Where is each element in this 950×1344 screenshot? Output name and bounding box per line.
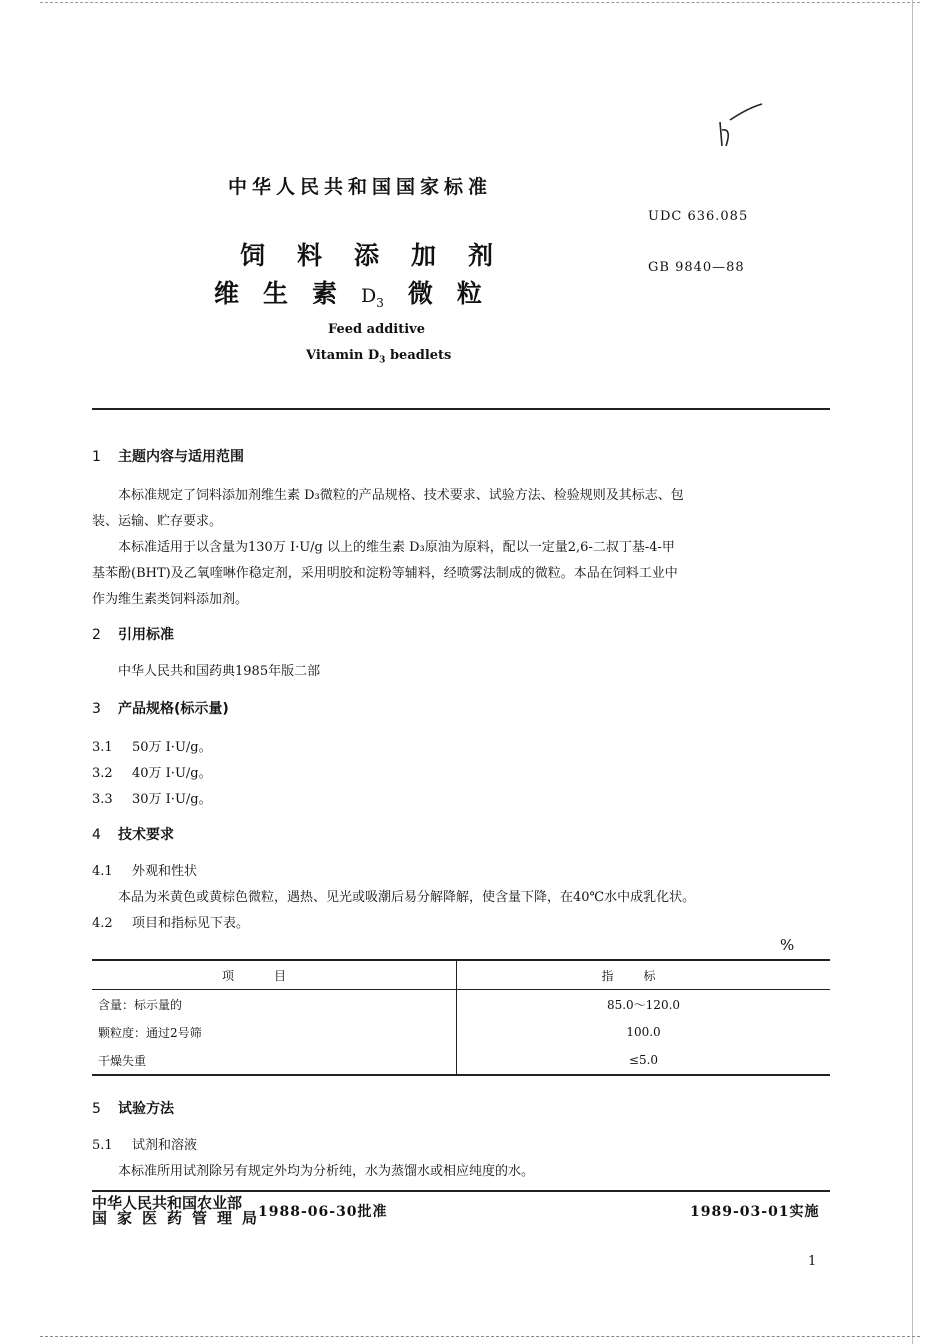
spec-item: 3.1 50万 I·U/g。 <box>92 740 212 755</box>
table-cell-value: ≤5.0 <box>457 1046 831 1075</box>
table-cell-value: 85.0～120.0 <box>606 997 681 1012</box>
section-5-1-heading: 5.1 试剂和溶液 <box>92 1138 198 1153</box>
section-2-para: 中华人民共和国药典1985年版二部 <box>118 664 321 679</box>
title-en-line1: Feed additive <box>328 322 425 337</box>
section-5-1-text: 本标准所用试剂除另有规定外均为分析纯，水为蒸馏水或相应纯度的水。 <box>118 1164 535 1179</box>
table-row <box>92 990 830 1019</box>
section-1-heading: 1 主题内容与适用范围 <box>92 449 244 465</box>
title-cn-line2: 维生素$D_3$ 微粒 <box>214 279 506 310</box>
scan-edge-top <box>40 2 920 3</box>
d3-label: $D_3$ <box>361 285 384 310</box>
footer-rule <box>92 1190 830 1192</box>
table-row <box>92 1018 830 1046</box>
approval-date: 1988-06-30批准 <box>258 1204 388 1220</box>
title-en-line2: Vitamin $D_3$ beadlets <box>306 348 452 366</box>
table-header-value: 指标 <box>457 960 831 990</box>
dept-line2: 国家医药管理局 <box>92 1209 268 1227</box>
section-1-para1-line1: 本标准规定了饲料添加剂维生素 D₃微粒的产品规格、技术要求、试验方法、检验规则及其标志、包 <box>118 488 684 503</box>
scan-edge-bottom <box>40 1336 920 1337</box>
section-4-heading: 4 技术要求 <box>92 827 174 843</box>
section-3-heading: 3 产品规格(标示量) <box>92 701 229 717</box>
implementation-date: 1989-03-01实施 <box>690 1204 820 1220</box>
header-rule <box>92 408 830 410</box>
section-1-para2-line2: 基苯酚(BHT)及乙氧喹啉作稳定剂，采用明胶和淀粉等辅料，经喷雾法制成的微粒。本品在饲料工业中 <box>92 566 678 581</box>
page-number: 1 <box>808 1254 817 1269</box>
gb-code: GB 9840—88 <box>648 260 745 275</box>
table-unit: % <box>780 936 795 954</box>
section-4-1-heading: 4.1 外观和性状 <box>92 864 198 879</box>
table-cell-item: 颗粒度：通过2号筛 <box>92 1018 457 1046</box>
dept-line1: 中华人民共和国农业部 <box>92 1194 243 1212</box>
section-1-para2-line3: 作为维生素类饲料添加剂。 <box>92 592 249 607</box>
table-header-item: 项目 <box>92 960 457 990</box>
spec-item: 3.2 40万 I·U/g。 <box>92 766 212 781</box>
section-2-heading: 2 引用标准 <box>92 627 174 643</box>
table-cell-item: 干燥失重 <box>92 1046 457 1075</box>
section-1-para2-line1: 本标准适用于以含量为130万 I·U/g 以上的维生素 D₃原油为原料，配以一定量2,6-二叔丁基-4-甲 <box>118 540 675 555</box>
handwritten-mark-icon <box>712 100 772 160</box>
table-cell-item: 含量：标示量的 <box>92 990 457 1019</box>
title-cn-line1: 饲料添加剂 <box>240 241 526 270</box>
standard-type: 中华人民共和国国家标准 <box>228 176 493 198</box>
spec-item: 3.3 30万 I·U/g。 <box>92 792 212 807</box>
table-row <box>92 1046 830 1075</box>
section-4-1-text: 本品为米黄色或黄棕色微粒，遇热、见光或吸潮后易分解降解，使含量下降，在40℃水中成乳化状。 <box>118 890 696 905</box>
section-5-heading: 5 试验方法 <box>92 1101 174 1117</box>
table-header-row <box>92 960 830 990</box>
udc-code: UDC 636.085 <box>648 209 749 224</box>
section-4-2-heading: 4.2 项目和指标见下表。 <box>92 916 250 931</box>
scan-edge-right <box>912 0 913 1344</box>
spec-table <box>92 959 830 1076</box>
section-1-para1-line2: 装、运输、贮存要求。 <box>92 514 223 529</box>
table-cell-value: 100.0 <box>626 1025 661 1039</box>
